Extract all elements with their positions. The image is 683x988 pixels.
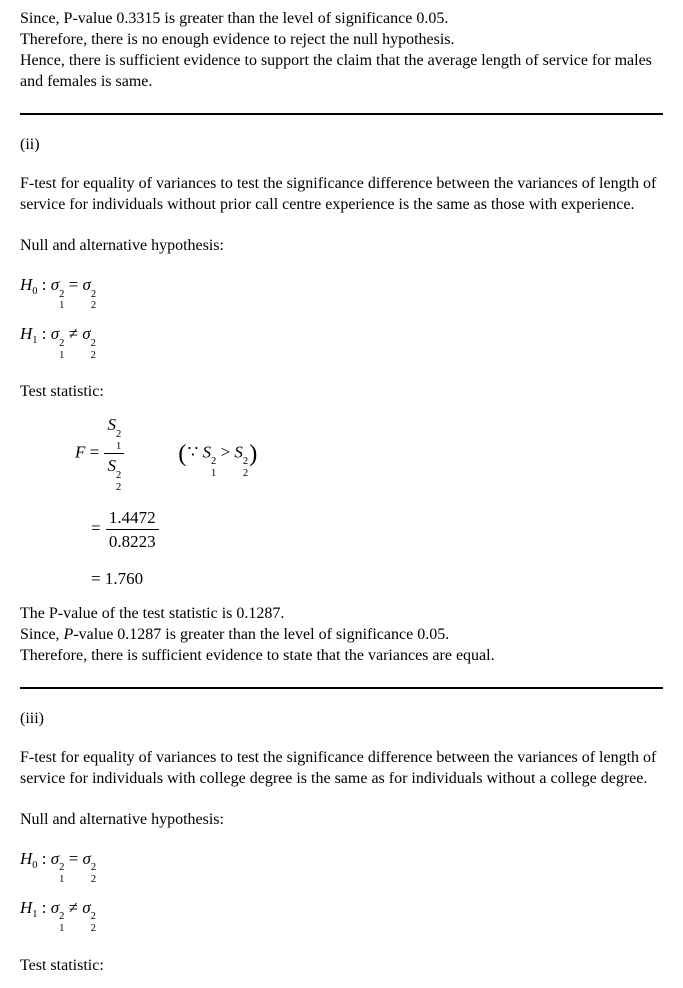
- test-statistic-heading-iii: Test statistic:: [20, 956, 104, 974]
- section-divider: [20, 687, 663, 689]
- section-ii-intro: F-test for equality of variances to test the significance difference between the variances of length of service for individuals without prior call centre experience is the same as those with experience.: [20, 175, 657, 213]
- text-line: Since, P-value 0.1287 is greater than the level of significance 0.05.: [20, 625, 450, 643]
- math-line: = 1.760: [91, 568, 144, 588]
- math-line: F = S 2 1 S 2 2 (∵ S 2 1 > S 2 2 ): [75, 415, 258, 493]
- test-statistic-heading-ii: Test statistic:: [20, 383, 104, 401]
- text-line: Therefore, there is sufficient evidence to state that the variances are equal.: [20, 646, 495, 664]
- hypotheses-iii: [20, 848, 663, 935]
- section-divider: [20, 113, 663, 115]
- section-ii-conclusion-paragraph: [20, 603, 663, 666]
- math-line: = $\frac{1.4472}{0.8223}$: [75, 505, 663, 554]
- text-line: Hence, there is sufficient evidence to support the claim that the average length of service for males and females is same.: [20, 52, 652, 90]
- text-line: The P-value of the test statistic is 0.1287.: [20, 604, 285, 622]
- alt-hypothesis-iii: $H_1$ : σ 2 1 ≠ σ 2 2: [20, 897, 96, 935]
- section-ii-label: (ii): [20, 136, 40, 153]
- null-hypothesis-ii: $H_0$ : σ 2 1 = σ 2 2: [20, 275, 97, 312]
- text-line: Therefore, there is no enough evidence to reject the null hypothesis.: [20, 31, 455, 48]
- test-statistic-work-ii: [75, 412, 663, 588]
- null-hypothesis-iii: $H_0$ : σ 2 1 = σ 2 2: [20, 848, 97, 885]
- section-iii-label: (iii): [20, 709, 44, 727]
- part-i-conclusion-paragraph: [20, 8, 663, 92]
- section-iii-intro: F-test for equality of variances to test the significance difference between the variances of length of service for individuals with college degree is the same as for individuals without a college degree.: [20, 748, 657, 787]
- hypotheses-ii: [20, 274, 663, 361]
- hypothesis-heading-ii: Null and alternative hypothesis:: [20, 237, 224, 254]
- hypothesis-heading-iii: Null and alternative hypothesis:: [20, 810, 224, 828]
- alt-hypothesis-ii: $H_1$ : σ 2 1 ≠ σ 2 2: [20, 324, 96, 361]
- text-line: Since, P-value 0.3315 is greater than the level of significance 0.05.: [20, 10, 449, 27]
